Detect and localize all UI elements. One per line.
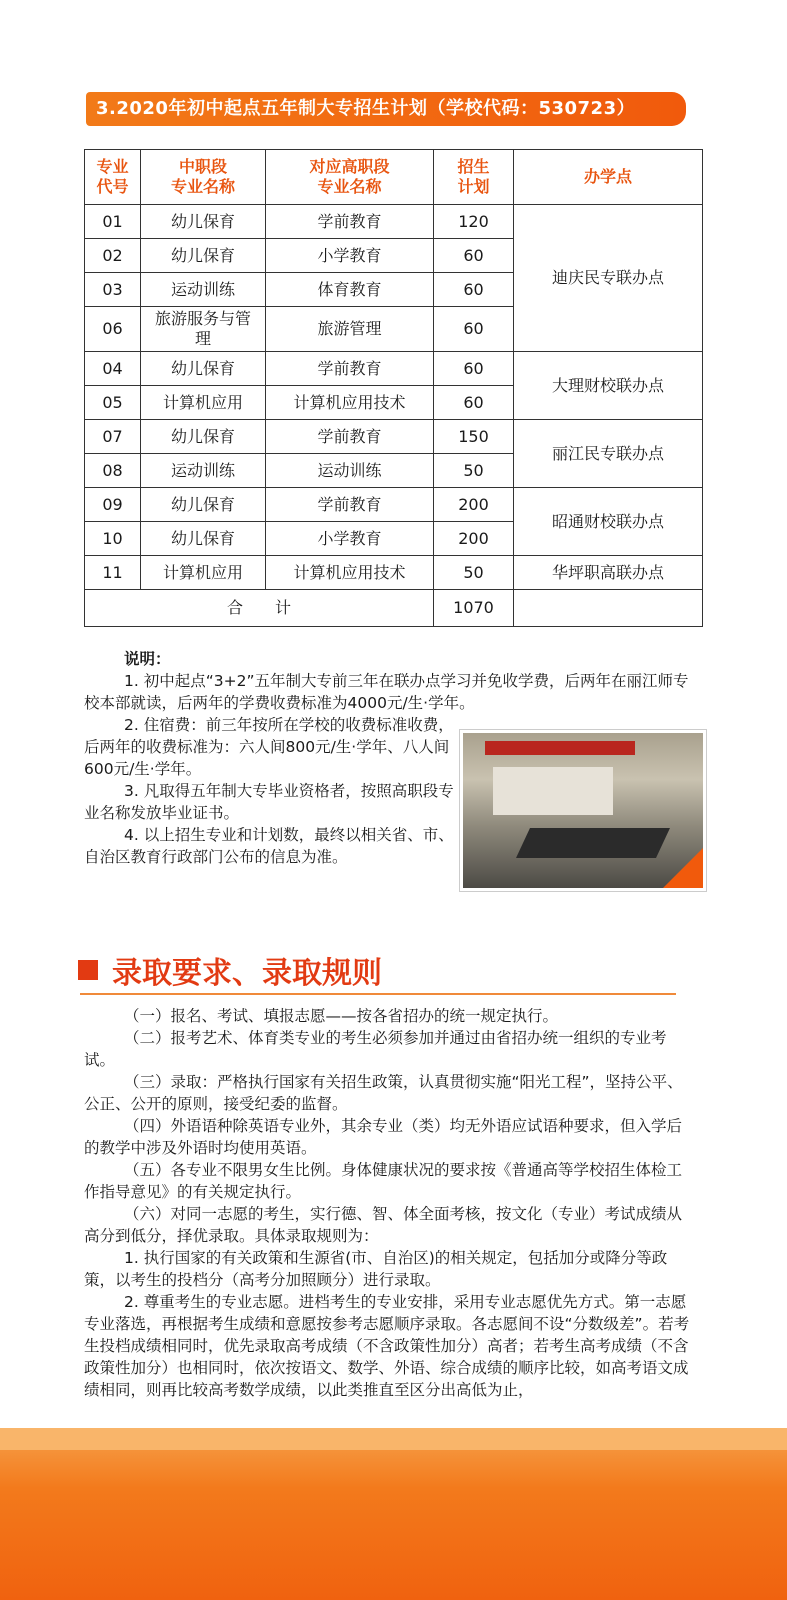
- cell-code: 07: [85, 420, 141, 454]
- cell-secondary: 旅游服务与管理: [141, 307, 266, 352]
- cell-plan: 200: [434, 522, 514, 556]
- cell-plan: 150: [434, 420, 514, 454]
- cell-code: 06: [85, 307, 141, 352]
- note-item: 4. 以上招生专业和计划数，最终以相关省、市、自治区教育行政部门公布的信息为准。: [84, 826, 454, 866]
- cell-secondary: 计算机应用: [141, 556, 266, 590]
- cell-plan: 60: [434, 307, 514, 352]
- rule-item: （三）录取：严格执行国家有关招生政策，认真贯彻实施“阳光工程”，坚持公平、公正、公开的原则，接受纪委的监督。: [84, 1073, 683, 1113]
- cell-higher: 学前教育: [266, 488, 434, 522]
- section-banner: 3.2020年初中起点五年制大专招生计划（学校代码：530723）: [86, 92, 686, 126]
- table-row: [85, 488, 703, 522]
- total-empty-cell: [514, 590, 703, 627]
- cell-secondary: 计算机应用: [141, 386, 266, 420]
- cell-higher: 计算机应用技术: [266, 386, 434, 420]
- cell-secondary: 幼儿保育: [141, 239, 266, 273]
- photo-table: [516, 828, 670, 858]
- cell-campus: 昭通财校联办点: [514, 488, 703, 556]
- admission-title-text: 录取要求、录取规则: [112, 956, 382, 991]
- cell-code: 11: [85, 556, 141, 590]
- cell-secondary: 幼儿保育: [141, 488, 266, 522]
- admission-rules: [84, 1005, 694, 1401]
- cell-campus: 华坪职高联办点: [514, 556, 703, 590]
- total-value: 1070: [434, 590, 514, 627]
- cell-higher: 体育教育: [266, 273, 434, 307]
- table-header-row: [85, 150, 703, 205]
- cell-plan: 60: [434, 386, 514, 420]
- header-secondary-major: 中职段 专业名称: [141, 150, 266, 205]
- rule-item: （二）报考艺术、体育类专业的考生必须参加并通过由省招办统一组织的专业考试。: [84, 1029, 667, 1069]
- meeting-photo: [460, 730, 706, 891]
- cell-higher: 小学教育: [266, 239, 434, 273]
- admission-section-title: [78, 950, 382, 990]
- photo-corner: [663, 848, 703, 888]
- header-plan: 招生 计划: [434, 150, 514, 205]
- cell-campus: 迪庆民专联办点: [514, 205, 703, 352]
- cell-code: 10: [85, 522, 141, 556]
- cell-code: 02: [85, 239, 141, 273]
- header-higher-major: 对应高职段 专业名称: [266, 150, 434, 205]
- cell-code: 04: [85, 352, 141, 386]
- cell-plan: 120: [434, 205, 514, 239]
- note-item: 3. 凡取得五年制大专毕业资格者，按照高职段专业名称发放毕业证书。: [84, 782, 454, 822]
- note-item: 2. 住宿费：前三年按所在学校的收费标准收费，后两年的收费标准为：六人间800元/生·学年、八人间600元/生·学年。: [84, 716, 454, 778]
- rule-item: （一）报名、考试、填报志愿——按各省招办的统一规定执行。: [124, 1007, 559, 1025]
- rule-item: （六）对同一志愿的考生，实行德、智、体全面考核，按文化（专业）考试成绩从高分到低分，择优录取。具体录取规则为：: [84, 1205, 683, 1245]
- cell-secondary: 运动训练: [141, 273, 266, 307]
- cell-higher: 学前教育: [266, 420, 434, 454]
- cell-secondary: 幼儿保育: [141, 522, 266, 556]
- rule-item: （五）各专业不限男女生比例。身体健康状况的要求按《普通高等学校招生体检工作指导意见》的有关规定执行。: [84, 1161, 683, 1201]
- cell-campus: 大理财校联办点: [514, 352, 703, 420]
- cell-higher: 运动训练: [266, 454, 434, 488]
- cell-higher: 学前教育: [266, 205, 434, 239]
- header-campus: 办学点: [514, 150, 703, 205]
- table-total-row: [85, 590, 703, 627]
- cell-plan: 50: [434, 556, 514, 590]
- cell-campus: 丽江民专联办点: [514, 420, 703, 488]
- cell-higher: 小学教育: [266, 522, 434, 556]
- footer-fold: [0, 1428, 787, 1450]
- cell-plan: 60: [434, 273, 514, 307]
- cell-secondary: 幼儿保育: [141, 420, 266, 454]
- table-row: [85, 205, 703, 239]
- cell-secondary: 幼儿保育: [141, 205, 266, 239]
- cell-higher: 计算机应用技术: [266, 556, 434, 590]
- rule-item: 2. 尊重考生的专业志愿。进档考生的专业安排，采用专业志愿优先方式。第一志愿专业落选，再根据考生成绩和意愿按参考志愿顺序录取。各志愿间不设“分数级差”。若考生投档成绩相同时，优先录取高考成绩（不含政策性加分）高者；若考生高考成绩（不含政策性加分）也相同时，依次按语文、数学、外语、综合成绩的顺序比较，如高考语文成绩相同，则再比较高考数学成绩，以此类推直至区分出高低为止，: [84, 1293, 690, 1399]
- section-divider: [80, 993, 676, 995]
- cell-code: 03: [85, 273, 141, 307]
- photo-banner: [485, 741, 635, 755]
- cell-higher: 学前教育: [266, 352, 434, 386]
- rule-item: （四）外语语种除英语专业外，其余专业（类）均无外语应试语种要求，但入学后的教学中涉及外语时均使用英语。: [84, 1117, 683, 1157]
- square-bullet-icon: [78, 960, 98, 980]
- cell-plan: 200: [434, 488, 514, 522]
- photo-wall: [493, 767, 613, 815]
- total-label: 合 计: [85, 590, 434, 627]
- notes-heading: 说明：: [124, 650, 171, 668]
- cell-plan: 60: [434, 239, 514, 273]
- table-row: [85, 420, 703, 454]
- rule-item: 1. 执行国家的有关政策和生源省(市、自治区)的相关规定，包括加分或降分等政策，以考生的投档分（高考分加照顾分）进行录取。: [84, 1249, 668, 1289]
- enrollment-plan-table: [84, 149, 703, 627]
- cell-higher: 旅游管理: [266, 307, 434, 352]
- cell-plan: 60: [434, 352, 514, 386]
- cell-code: 05: [85, 386, 141, 420]
- table-row: [85, 352, 703, 386]
- cell-plan: 50: [434, 454, 514, 488]
- cell-code: 09: [85, 488, 141, 522]
- table-row: [85, 556, 703, 590]
- cell-secondary: 幼儿保育: [141, 352, 266, 386]
- cell-secondary: 运动训练: [141, 454, 266, 488]
- footer-band: [0, 1428, 787, 1600]
- header-code: 专业 代号: [85, 150, 141, 205]
- note-item: 1. 初中起点“3+2”五年制大专前三年在联办点学习并免收学费，后两年在丽江师专校本部就读，后两年的学费收费标准为4000元/生·学年。: [84, 672, 689, 712]
- cell-code: 01: [85, 205, 141, 239]
- cell-code: 08: [85, 454, 141, 488]
